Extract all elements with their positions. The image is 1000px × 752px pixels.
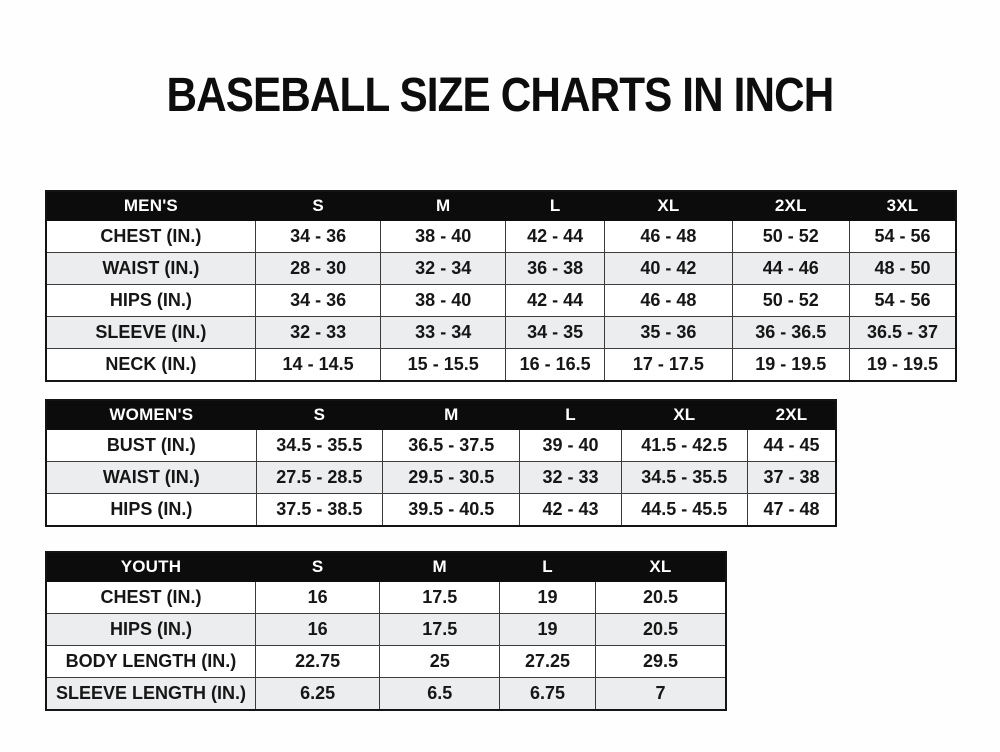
table-row bbox=[46, 614, 726, 646]
table-row bbox=[46, 317, 956, 349]
value-cell: 37.5 - 38.5 bbox=[256, 494, 382, 527]
value-cell: 37 - 38 bbox=[747, 462, 836, 494]
value-cell: 40 - 42 bbox=[605, 253, 732, 285]
value-cell: 17.5 bbox=[380, 582, 500, 614]
table-row bbox=[46, 646, 726, 678]
value-cell: 35 - 36 bbox=[605, 317, 732, 349]
table-row bbox=[46, 494, 836, 527]
title-bar bbox=[0, 68, 1000, 123]
row-label-cell: HIPS (IN.) bbox=[46, 614, 255, 646]
value-cell: 38 - 40 bbox=[381, 285, 506, 317]
size-header-cell: XL bbox=[605, 191, 732, 221]
value-cell: 19 bbox=[500, 614, 596, 646]
table-row bbox=[46, 285, 956, 317]
table-row bbox=[46, 462, 836, 494]
value-cell: 36.5 - 37.5 bbox=[383, 430, 520, 462]
value-cell: 19 bbox=[500, 582, 596, 614]
size-header-cell: S bbox=[255, 191, 381, 221]
table-row bbox=[46, 582, 726, 614]
value-cell: 42 - 43 bbox=[520, 494, 621, 527]
size-header-cell: L bbox=[520, 400, 621, 430]
value-cell: 50 - 52 bbox=[732, 221, 849, 253]
header-row bbox=[46, 552, 726, 582]
value-cell: 34.5 - 35.5 bbox=[256, 430, 382, 462]
value-cell: 34 - 35 bbox=[506, 317, 605, 349]
table-row bbox=[46, 253, 956, 285]
table-title-cell: YOUTH bbox=[46, 552, 255, 582]
table-row bbox=[46, 349, 956, 382]
header-row bbox=[46, 400, 836, 430]
mens-size-table bbox=[45, 190, 957, 382]
value-cell: 41.5 - 42.5 bbox=[621, 430, 747, 462]
value-cell: 42 - 44 bbox=[506, 285, 605, 317]
size-header-cell: 3XL bbox=[849, 191, 956, 221]
value-cell: 44 - 46 bbox=[732, 253, 849, 285]
value-cell: 22.75 bbox=[255, 646, 379, 678]
row-label-cell: BUST (IN.) bbox=[46, 430, 256, 462]
value-cell: 42 - 44 bbox=[506, 221, 605, 253]
value-cell: 47 - 48 bbox=[747, 494, 836, 527]
value-cell: 14 - 14.5 bbox=[255, 349, 381, 382]
value-cell: 20.5 bbox=[595, 582, 726, 614]
table-row bbox=[46, 221, 956, 253]
value-cell: 34 - 36 bbox=[255, 285, 381, 317]
table-title-cell: MEN'S bbox=[46, 191, 255, 221]
value-cell: 34.5 - 35.5 bbox=[621, 462, 747, 494]
size-header-cell: M bbox=[383, 400, 520, 430]
value-cell: 36.5 - 37 bbox=[849, 317, 956, 349]
row-label-cell: WAIST (IN.) bbox=[46, 253, 255, 285]
size-header-cell: 2XL bbox=[732, 191, 849, 221]
value-cell: 39 - 40 bbox=[520, 430, 621, 462]
value-cell: 32 - 33 bbox=[255, 317, 381, 349]
value-cell: 6.75 bbox=[500, 678, 596, 711]
row-label-cell: SLEEVE LENGTH (IN.) bbox=[46, 678, 255, 711]
value-cell: 38 - 40 bbox=[381, 221, 506, 253]
row-label-cell: SLEEVE (IN.) bbox=[46, 317, 255, 349]
value-cell: 29.5 bbox=[595, 646, 726, 678]
value-cell: 17.5 bbox=[380, 614, 500, 646]
row-label-cell: HIPS (IN.) bbox=[46, 285, 255, 317]
size-header-cell: S bbox=[255, 552, 379, 582]
value-cell: 29.5 - 30.5 bbox=[383, 462, 520, 494]
value-cell: 27.25 bbox=[500, 646, 596, 678]
header-row bbox=[46, 191, 956, 221]
value-cell: 34 - 36 bbox=[255, 221, 381, 253]
value-cell: 28 - 30 bbox=[255, 253, 381, 285]
value-cell: 15 - 15.5 bbox=[381, 349, 506, 382]
value-cell: 32 - 34 bbox=[381, 253, 506, 285]
size-header-cell: M bbox=[381, 191, 506, 221]
value-cell: 54 - 56 bbox=[849, 285, 956, 317]
value-cell: 16 bbox=[255, 582, 379, 614]
value-cell: 36 - 38 bbox=[506, 253, 605, 285]
size-header-cell: L bbox=[506, 191, 605, 221]
size-header-cell: 2XL bbox=[747, 400, 836, 430]
value-cell: 19 - 19.5 bbox=[732, 349, 849, 382]
value-cell: 27.5 - 28.5 bbox=[256, 462, 382, 494]
table-row bbox=[46, 430, 836, 462]
value-cell: 25 bbox=[380, 646, 500, 678]
size-header-cell: L bbox=[500, 552, 596, 582]
value-cell: 32 - 33 bbox=[520, 462, 621, 494]
page-title: BASEBALL SIZE CHARTS IN INCH bbox=[166, 69, 834, 122]
size-header-cell: M bbox=[380, 552, 500, 582]
value-cell: 33 - 34 bbox=[381, 317, 506, 349]
size-header-cell: S bbox=[256, 400, 382, 430]
value-cell: 6.5 bbox=[380, 678, 500, 711]
value-cell: 48 - 50 bbox=[849, 253, 956, 285]
value-cell: 54 - 56 bbox=[849, 221, 956, 253]
value-cell: 20.5 bbox=[595, 614, 726, 646]
table-row bbox=[46, 678, 726, 711]
table-title-cell: WOMEN'S bbox=[46, 400, 256, 430]
value-cell: 50 - 52 bbox=[732, 285, 849, 317]
value-cell: 39.5 - 40.5 bbox=[383, 494, 520, 527]
value-cell: 19 - 19.5 bbox=[849, 349, 956, 382]
value-cell: 17 - 17.5 bbox=[605, 349, 732, 382]
value-cell: 44.5 - 45.5 bbox=[621, 494, 747, 527]
value-cell: 44 - 45 bbox=[747, 430, 836, 462]
value-cell: 36 - 36.5 bbox=[732, 317, 849, 349]
size-header-cell: XL bbox=[595, 552, 726, 582]
row-label-cell: NECK (IN.) bbox=[46, 349, 255, 382]
row-label-cell: WAIST (IN.) bbox=[46, 462, 256, 494]
row-label-cell: CHEST (IN.) bbox=[46, 221, 255, 253]
value-cell: 16 bbox=[255, 614, 379, 646]
row-label-cell: BODY LENGTH (IN.) bbox=[46, 646, 255, 678]
size-header-cell: XL bbox=[621, 400, 747, 430]
youth-size-table bbox=[45, 551, 727, 711]
row-label-cell: CHEST (IN.) bbox=[46, 582, 255, 614]
value-cell: 7 bbox=[595, 678, 726, 711]
value-cell: 46 - 48 bbox=[605, 221, 732, 253]
value-cell: 6.25 bbox=[255, 678, 379, 711]
row-label-cell: HIPS (IN.) bbox=[46, 494, 256, 527]
value-cell: 16 - 16.5 bbox=[506, 349, 605, 382]
womens-size-table bbox=[45, 399, 837, 527]
value-cell: 46 - 48 bbox=[605, 285, 732, 317]
